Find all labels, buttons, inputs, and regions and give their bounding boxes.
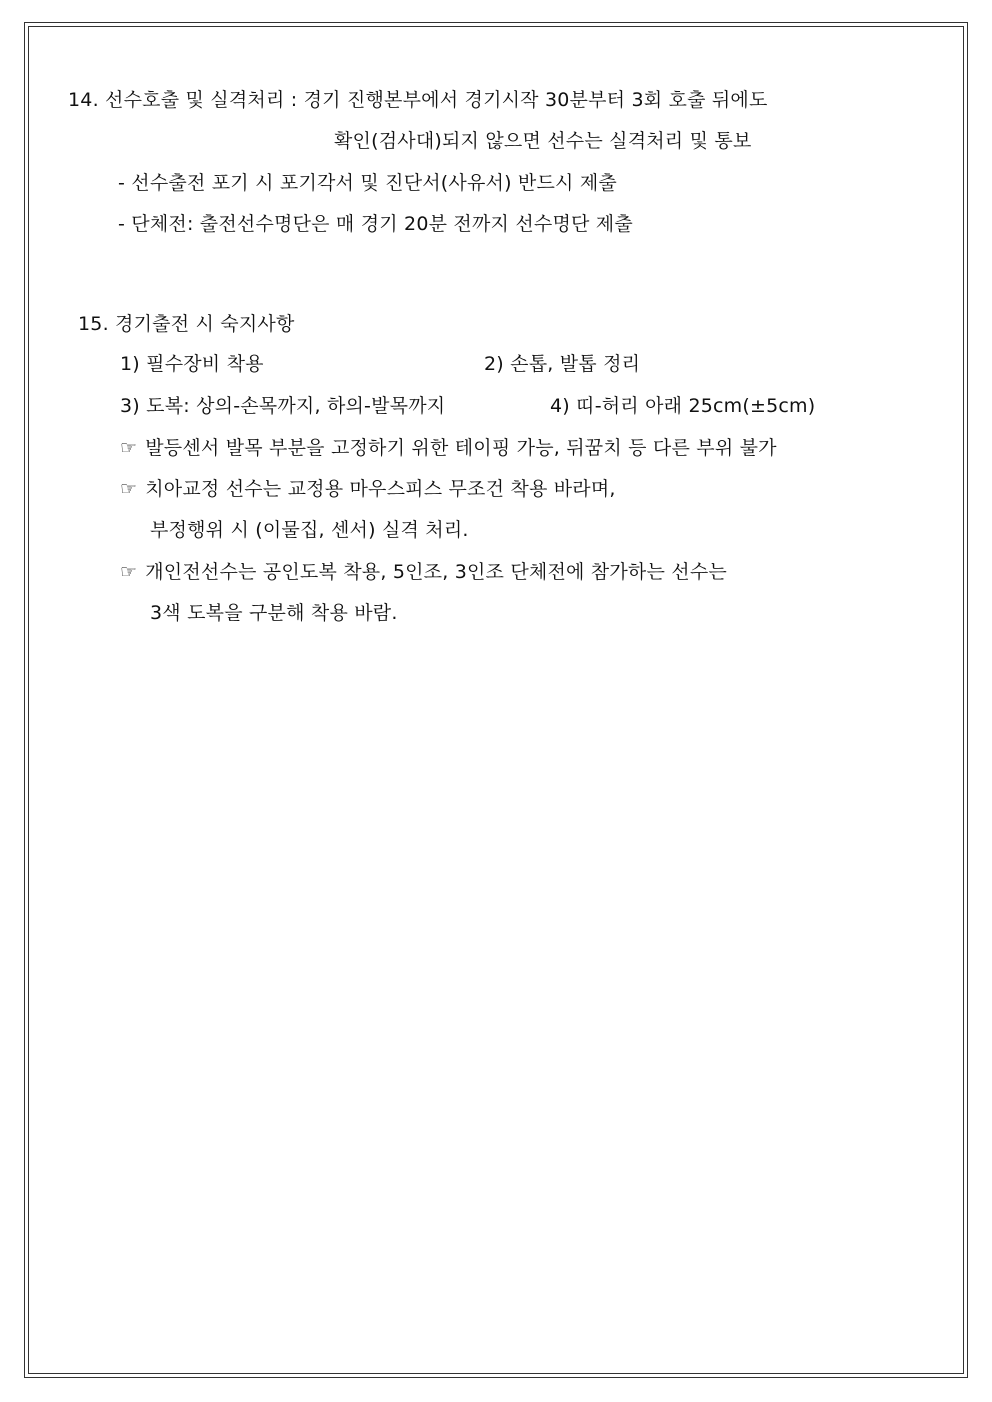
section-14-heading: 14. 선수호출 및 실격처리 : 경기 진행본부에서 경기시작 30분부터 3회 호출 뒤에도: [68, 89, 768, 111]
pointing-hand-icon: ☞: [120, 561, 138, 583]
section-14-continuation: 확인(검사대)되지 않으면 선수는 실격처리 및 통보: [334, 130, 752, 152]
section-15-note-sensor: [120, 436, 777, 460]
section-15-note-uniform: [120, 560, 727, 584]
pointing-hand-icon: ☞: [120, 437, 138, 459]
note-sensor-text: 발등센서 발목 부분을 고정하기 위한 테이핑 가능, 뒤꿈치 등 다른 부위 불가: [145, 437, 777, 459]
section-14-bullet-team: - 단체전: 출전선수명단은 매 경기 20분 전까지 선수명단 제출: [118, 213, 633, 235]
section-15-note-uniform-cont: 3색 도복을 구분해 착용 바람.: [150, 602, 398, 624]
section-15-item-2: 2) 손톱, 발톱 정리: [484, 353, 641, 375]
section-15-item-1: 1) 필수장비 착용: [120, 353, 264, 375]
section-15-heading: 15. 경기출전 시 숙지사항: [78, 313, 295, 335]
pointing-hand-icon: ☞: [120, 478, 138, 500]
note-uniform-text: 개인전선수는 공인도복 착용, 5인조, 3인조 단체전에 참가하는 선수는: [145, 561, 727, 583]
section-15-note-braces-cont: 부정행위 시 (이물집, 센서) 실격 처리.: [150, 519, 469, 541]
section-15-note-braces: [120, 477, 616, 501]
section-14-bullet-forfeit: - 선수출전 포기 시 포기각서 및 진단서(사유서) 반드시 제출: [118, 172, 617, 194]
section-15-item-4: 4) 띠-허리 아래 25cm(±5cm): [550, 395, 816, 417]
note-braces-text: 치아교정 선수는 교정용 마우스피스 무조건 착용 바라며,: [145, 478, 616, 500]
section-15-item-3: 3) 도복: 상의-손목까지, 하의-발목까지: [120, 395, 446, 417]
